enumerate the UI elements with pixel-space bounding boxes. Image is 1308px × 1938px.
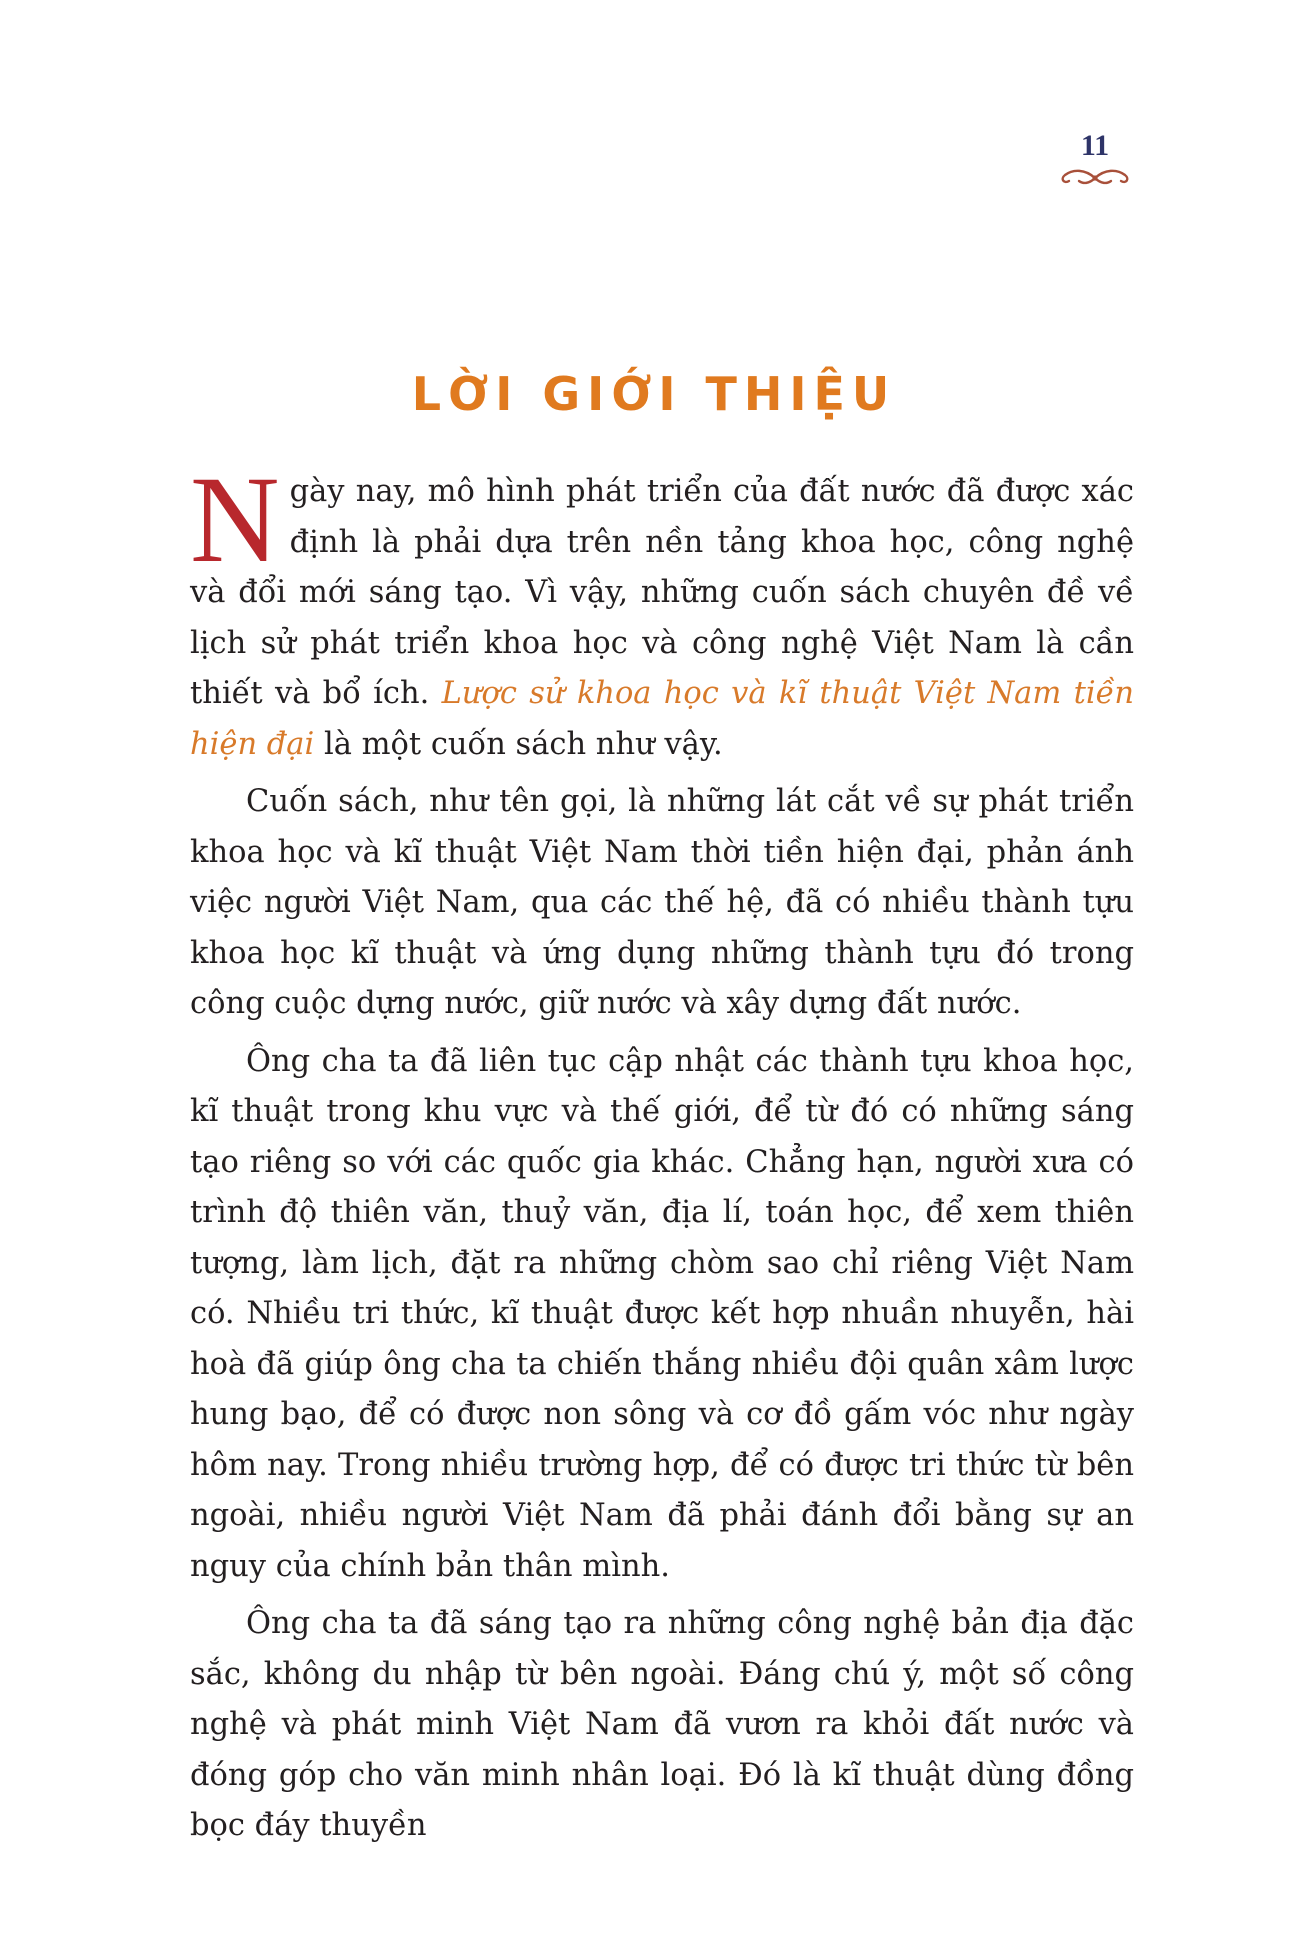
drop-cap: N — [190, 451, 280, 588]
paragraph-2: Cuốn sách, như tên gọi, là những lát cắt về sự phát triển khoa học và kĩ thuật Việt Nam thời tiền hiện đại, phản ánh việc người Việt Nam, qua các thế hệ, đã có nhiều thành tựu khoa học kĩ thuật và ứng dụng những thành tựu đó trong công cuộc dựng nước, giữ nước và xây dựng đất nước. — [190, 784, 1134, 1021]
book-title: Lược sử khoa học và kĩ thuật Việt Nam tiền hiện đại — [190, 676, 1134, 762]
paragraph-1 — [190, 451, 1134, 770]
body-text — [190, 451, 1134, 1859]
paragraph-1-text-after: là một cuốn sách như vậy. — [314, 726, 723, 762]
scroll-flourish-icon — [1055, 166, 1135, 188]
chapter-title: LỜI GIỚI THIỆU — [411, 367, 897, 421]
page-number: 11 — [1080, 129, 1110, 162]
paragraph-3: Ông cha ta đã liên tục cập nhật các thành tựu khoa học, kĩ thuật trong khu vực và thế giới, để từ đó có những sáng tạo riêng so với các quốc gia khác. Chẳng hạn, người xưa có trình độ thiên văn, thuỷ văn, địa lí, toán học, để xem thiên tượng, làm lịch, đặt ra những chòm sao chỉ riêng Việt Nam có. Nhiều tri thức, kĩ thuật được kết hợp nhuần nhuyễn, hài hoà đã giúp ông cha ta chiến thắng nhiều đội quân xâm lược hung bạo, để có được non sông và cơ đồ gấm vóc như ngày hôm nay. Trong nhiều trường hợp, để có được tri thức từ bên ngoài, nhiều người Việt Nam đã phải đánh đổi bằng sự an nguy của chính bản thân mình. — [190, 1043, 1134, 1584]
paragraph-1-text-before: gày nay, mô hình phát triển của đất nước đã được xác định là phải dựa trên nền tảng khoa học, công nghệ và đổi mới sáng tạo. Vì vậy, những cuốn sách chuyên đề về lịch sử phát triển khoa học và công nghệ Việt Nam là cần thiết và bổ ích. — [190, 474, 1134, 711]
page-header — [1050, 128, 1140, 188]
paragraph-4: Ông cha ta đã sáng tạo ra những công nghệ bản địa đặc sắc, không du nhập từ bên ngoài. Đáng chú ý, một số công nghệ và phát minh Việt Nam đã vươn ra khỏi đất nước và đóng góp cho văn minh nhân loại. Đó là kĩ thuật dùng đồng bọc đáy thuyền — [190, 1606, 1134, 1843]
